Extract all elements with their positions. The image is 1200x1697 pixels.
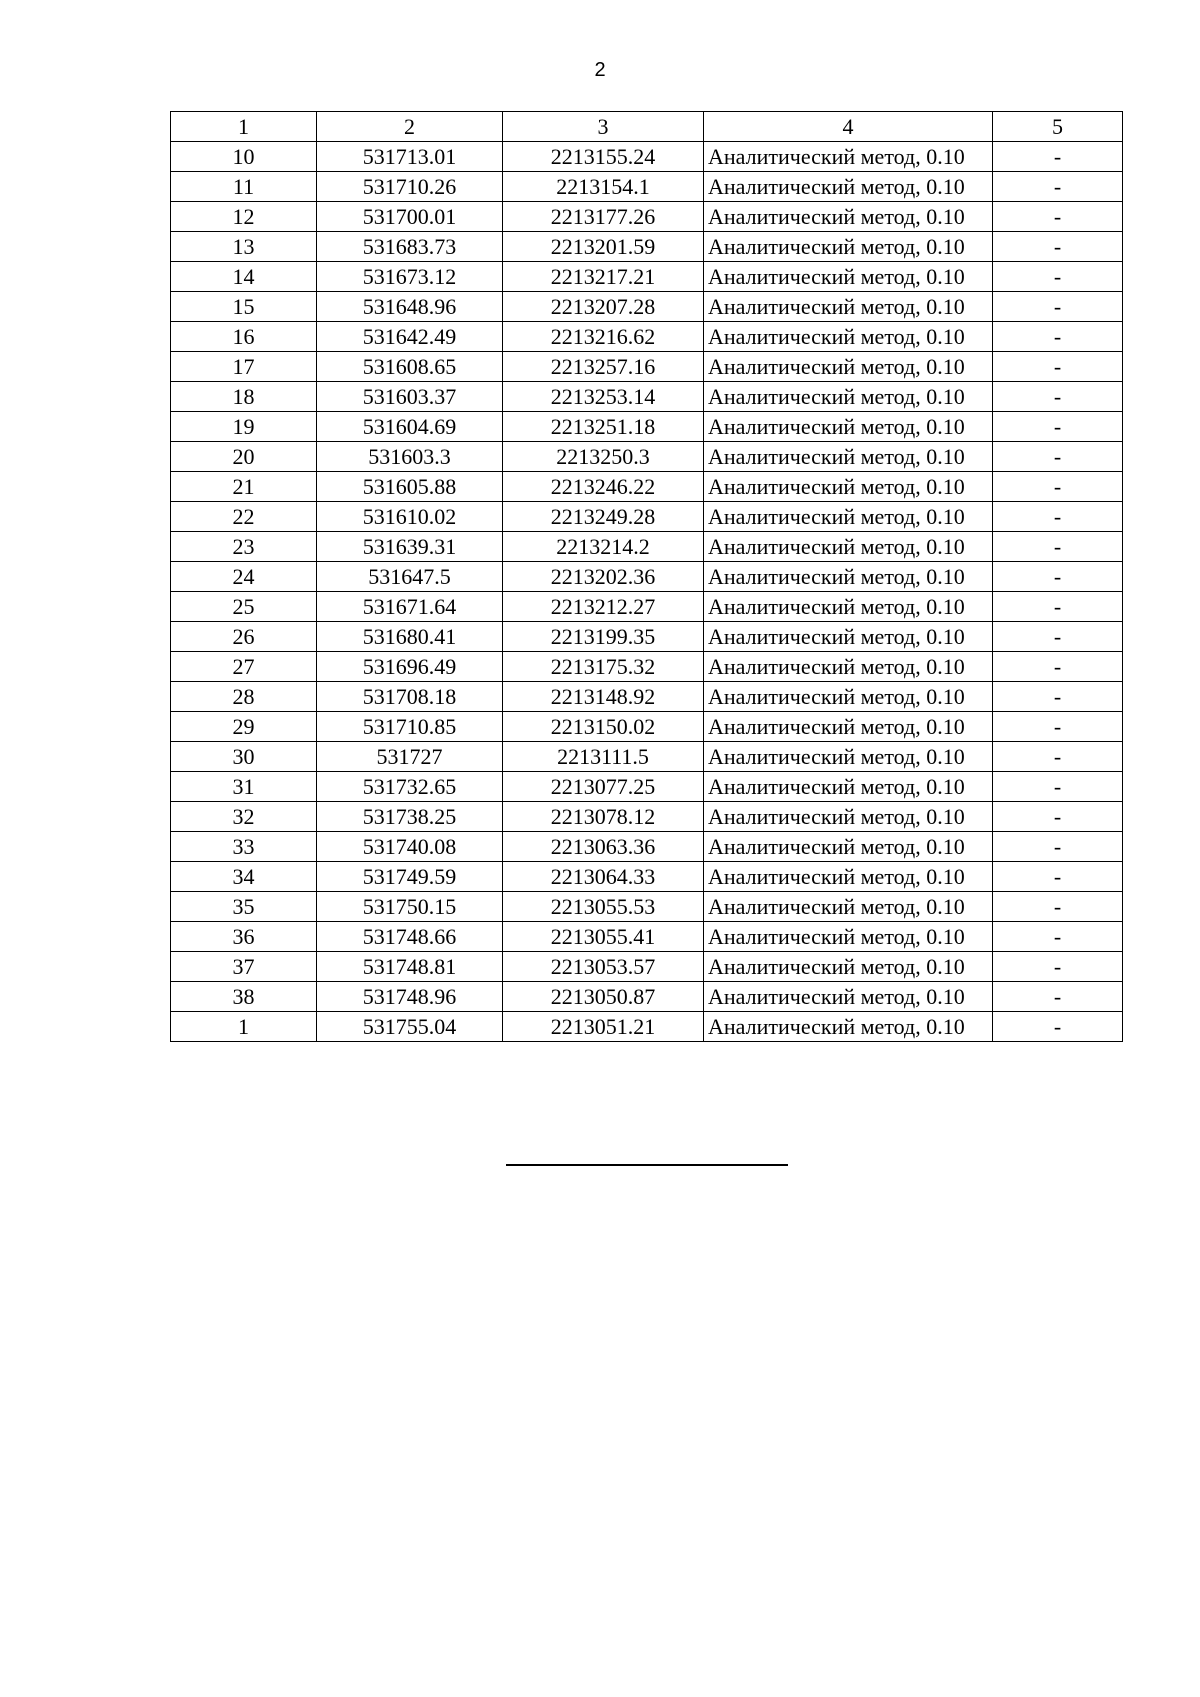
note-cell: - (993, 1012, 1123, 1042)
y-coordinate-cell: 2213050.87 (503, 982, 704, 1012)
method-cell: Аналитический метод, 0.10 (704, 382, 993, 412)
method-cell: Аналитический метод, 0.10 (704, 652, 993, 682)
point-number-cell: 31 (171, 772, 317, 802)
note-cell: - (993, 142, 1123, 172)
note-cell: - (993, 202, 1123, 232)
point-number-cell: 27 (171, 652, 317, 682)
x-coordinate-cell: 531642.49 (317, 322, 503, 352)
method-cell: Аналитический метод, 0.10 (704, 922, 993, 952)
table-row (171, 592, 1123, 622)
x-coordinate-cell: 531680.41 (317, 622, 503, 652)
y-coordinate-cell: 2213051.21 (503, 1012, 704, 1042)
table-row (171, 382, 1123, 412)
note-cell: - (993, 412, 1123, 442)
method-cell: Аналитический метод, 0.10 (704, 202, 993, 232)
point-number-cell: 23 (171, 532, 317, 562)
method-cell: Аналитический метод, 0.10 (704, 592, 993, 622)
method-cell: Аналитический метод, 0.10 (704, 352, 993, 382)
x-coordinate-cell: 531740.08 (317, 832, 503, 862)
method-cell: Аналитический метод, 0.10 (704, 622, 993, 652)
table-row (171, 322, 1123, 352)
table-row (171, 532, 1123, 562)
x-coordinate-cell: 531708.18 (317, 682, 503, 712)
table-row (171, 742, 1123, 772)
y-coordinate-cell: 2213201.59 (503, 232, 704, 262)
point-number-cell: 19 (171, 412, 317, 442)
table-row (171, 712, 1123, 742)
note-cell: - (993, 262, 1123, 292)
x-coordinate-cell: 531710.85 (317, 712, 503, 742)
y-coordinate-cell: 2213199.35 (503, 622, 704, 652)
point-number-cell: 29 (171, 712, 317, 742)
table-row (171, 442, 1123, 472)
note-cell: - (993, 532, 1123, 562)
note-cell: - (993, 562, 1123, 592)
column-header: 5 (993, 112, 1123, 142)
point-number-cell: 21 (171, 472, 317, 502)
x-coordinate-cell: 531748.96 (317, 982, 503, 1012)
method-cell: Аналитический метод, 0.10 (704, 1012, 993, 1042)
note-cell: - (993, 352, 1123, 382)
point-number-cell: 10 (171, 142, 317, 172)
point-number-cell: 11 (171, 172, 317, 202)
table-row (171, 982, 1123, 1012)
table-row (171, 652, 1123, 682)
point-number-cell: 15 (171, 292, 317, 322)
table-row (171, 1012, 1123, 1042)
point-number-cell: 24 (171, 562, 317, 592)
x-coordinate-cell: 531603.37 (317, 382, 503, 412)
point-number-cell: 34 (171, 862, 317, 892)
y-coordinate-cell: 2213154.1 (503, 172, 704, 202)
y-coordinate-cell: 2213214.2 (503, 532, 704, 562)
x-coordinate-cell: 531683.73 (317, 232, 503, 262)
x-coordinate-cell: 531713.01 (317, 142, 503, 172)
note-cell: - (993, 982, 1123, 1012)
point-number-cell: 1 (171, 1012, 317, 1042)
method-cell: Аналитический метод, 0.10 (704, 442, 993, 472)
end-of-document-line (506, 1164, 788, 1166)
method-cell: Аналитический метод, 0.10 (704, 502, 993, 532)
note-cell: - (993, 232, 1123, 262)
y-coordinate-cell: 2213053.57 (503, 952, 704, 982)
method-cell: Аналитический метод, 0.10 (704, 802, 993, 832)
note-cell: - (993, 742, 1123, 772)
x-coordinate-cell: 531673.12 (317, 262, 503, 292)
y-coordinate-cell: 2213177.26 (503, 202, 704, 232)
y-coordinate-cell: 2213155.24 (503, 142, 704, 172)
x-coordinate-cell: 531603.3 (317, 442, 503, 472)
note-cell: - (993, 382, 1123, 412)
table-row (171, 682, 1123, 712)
method-cell: Аналитический метод, 0.10 (704, 682, 993, 712)
table-row (171, 142, 1123, 172)
coordinates-table-body (171, 112, 1123, 1042)
x-coordinate-cell: 531671.64 (317, 592, 503, 622)
point-number-cell: 37 (171, 952, 317, 982)
x-coordinate-cell: 531732.65 (317, 772, 503, 802)
point-number-cell: 38 (171, 982, 317, 1012)
column-header: 2 (317, 112, 503, 142)
method-cell: Аналитический метод, 0.10 (704, 472, 993, 502)
point-number-cell: 25 (171, 592, 317, 622)
table-row (171, 862, 1123, 892)
table-row (171, 922, 1123, 952)
method-cell: Аналитический метод, 0.10 (704, 142, 993, 172)
note-cell: - (993, 442, 1123, 472)
point-number-cell: 28 (171, 682, 317, 712)
x-coordinate-cell: 531738.25 (317, 802, 503, 832)
x-coordinate-cell: 531748.81 (317, 952, 503, 982)
point-number-cell: 35 (171, 892, 317, 922)
table-row (171, 352, 1123, 382)
note-cell: - (993, 622, 1123, 652)
x-coordinate-cell: 531605.88 (317, 472, 503, 502)
method-cell: Аналитический метод, 0.10 (704, 772, 993, 802)
table-row (171, 832, 1123, 862)
method-cell: Аналитический метод, 0.10 (704, 862, 993, 892)
y-coordinate-cell: 2213055.41 (503, 922, 704, 952)
note-cell: - (993, 892, 1123, 922)
y-coordinate-cell: 2213246.22 (503, 472, 704, 502)
y-coordinate-cell: 2213257.16 (503, 352, 704, 382)
note-cell: - (993, 592, 1123, 622)
y-coordinate-cell: 2213202.36 (503, 562, 704, 592)
y-coordinate-cell: 2213148.92 (503, 682, 704, 712)
x-coordinate-cell: 531755.04 (317, 1012, 503, 1042)
method-cell: Аналитический метод, 0.10 (704, 712, 993, 742)
point-number-cell: 30 (171, 742, 317, 772)
point-number-cell: 16 (171, 322, 317, 352)
table-row (171, 502, 1123, 532)
method-cell: Аналитический метод, 0.10 (704, 412, 993, 442)
x-coordinate-cell: 531647.5 (317, 562, 503, 592)
y-coordinate-cell: 2213055.53 (503, 892, 704, 922)
column-header: 3 (503, 112, 704, 142)
point-number-cell: 20 (171, 442, 317, 472)
table-row (171, 262, 1123, 292)
x-coordinate-cell: 531604.69 (317, 412, 503, 442)
x-coordinate-cell: 531639.31 (317, 532, 503, 562)
note-cell: - (993, 802, 1123, 832)
note-cell: - (993, 712, 1123, 742)
method-cell: Аналитический метод, 0.10 (704, 322, 993, 352)
method-cell: Аналитический метод, 0.10 (704, 742, 993, 772)
x-coordinate-cell: 531727 (317, 742, 503, 772)
y-coordinate-cell: 2213217.21 (503, 262, 704, 292)
x-coordinate-cell: 531700.01 (317, 202, 503, 232)
table-row (171, 622, 1123, 652)
method-cell: Аналитический метод, 0.10 (704, 172, 993, 202)
table-row (171, 292, 1123, 322)
x-coordinate-cell: 531710.26 (317, 172, 503, 202)
method-cell: Аналитический метод, 0.10 (704, 262, 993, 292)
note-cell: - (993, 832, 1123, 862)
x-coordinate-cell: 531608.65 (317, 352, 503, 382)
y-coordinate-cell: 2213216.62 (503, 322, 704, 352)
table-row (171, 172, 1123, 202)
table-row (171, 202, 1123, 232)
x-coordinate-cell: 531696.49 (317, 652, 503, 682)
point-number-cell: 32 (171, 802, 317, 832)
method-cell: Аналитический метод, 0.10 (704, 532, 993, 562)
method-cell: Аналитический метод, 0.10 (704, 292, 993, 322)
method-cell: Аналитический метод, 0.10 (704, 952, 993, 982)
y-coordinate-cell: 2213150.02 (503, 712, 704, 742)
method-cell: Аналитический метод, 0.10 (704, 232, 993, 262)
note-cell: - (993, 472, 1123, 502)
x-coordinate-cell: 531610.02 (317, 502, 503, 532)
table-row (171, 802, 1123, 832)
method-cell: Аналитический метод, 0.10 (704, 892, 993, 922)
note-cell: - (993, 502, 1123, 532)
note-cell: - (993, 952, 1123, 982)
column-header: 1 (171, 112, 317, 142)
page-number: 2 (594, 59, 606, 81)
y-coordinate-cell: 2213207.28 (503, 292, 704, 322)
y-coordinate-cell: 2213250.3 (503, 442, 704, 472)
note-cell: - (993, 922, 1123, 952)
table-row (171, 412, 1123, 442)
x-coordinate-cell: 531749.59 (317, 862, 503, 892)
y-coordinate-cell: 2213175.32 (503, 652, 704, 682)
point-number-cell: 14 (171, 262, 317, 292)
point-number-cell: 33 (171, 832, 317, 862)
y-coordinate-cell: 2213078.12 (503, 802, 704, 832)
note-cell: - (993, 292, 1123, 322)
method-cell: Аналитический метод, 0.10 (704, 982, 993, 1012)
table-row (171, 892, 1123, 922)
point-number-cell: 22 (171, 502, 317, 532)
y-coordinate-cell: 2213212.27 (503, 592, 704, 622)
note-cell: - (993, 682, 1123, 712)
table-row (171, 772, 1123, 802)
point-number-cell: 13 (171, 232, 317, 262)
point-number-cell: 26 (171, 622, 317, 652)
note-cell: - (993, 172, 1123, 202)
y-coordinate-cell: 2213063.36 (503, 832, 704, 862)
x-coordinate-cell: 531750.15 (317, 892, 503, 922)
y-coordinate-cell: 2213111.5 (503, 742, 704, 772)
note-cell: - (993, 772, 1123, 802)
point-number-cell: 36 (171, 922, 317, 952)
note-cell: - (993, 652, 1123, 682)
y-coordinate-cell: 2213077.25 (503, 772, 704, 802)
column-header: 4 (704, 112, 993, 142)
coordinates-table (170, 111, 1123, 1042)
point-number-cell: 12 (171, 202, 317, 232)
method-cell: Аналитический метод, 0.10 (704, 832, 993, 862)
point-number-cell: 17 (171, 352, 317, 382)
y-coordinate-cell: 2213253.14 (503, 382, 704, 412)
table-header-row (171, 112, 1123, 142)
y-coordinate-cell: 2213249.28 (503, 502, 704, 532)
table-row (171, 562, 1123, 592)
table-row (171, 232, 1123, 262)
table-row (171, 952, 1123, 982)
x-coordinate-cell: 531748.66 (317, 922, 503, 952)
x-coordinate-cell: 531648.96 (317, 292, 503, 322)
method-cell: Аналитический метод, 0.10 (704, 562, 993, 592)
note-cell: - (993, 862, 1123, 892)
y-coordinate-cell: 2213251.18 (503, 412, 704, 442)
table-row (171, 472, 1123, 502)
note-cell: - (993, 322, 1123, 352)
y-coordinate-cell: 2213064.33 (503, 862, 704, 892)
point-number-cell: 18 (171, 382, 317, 412)
